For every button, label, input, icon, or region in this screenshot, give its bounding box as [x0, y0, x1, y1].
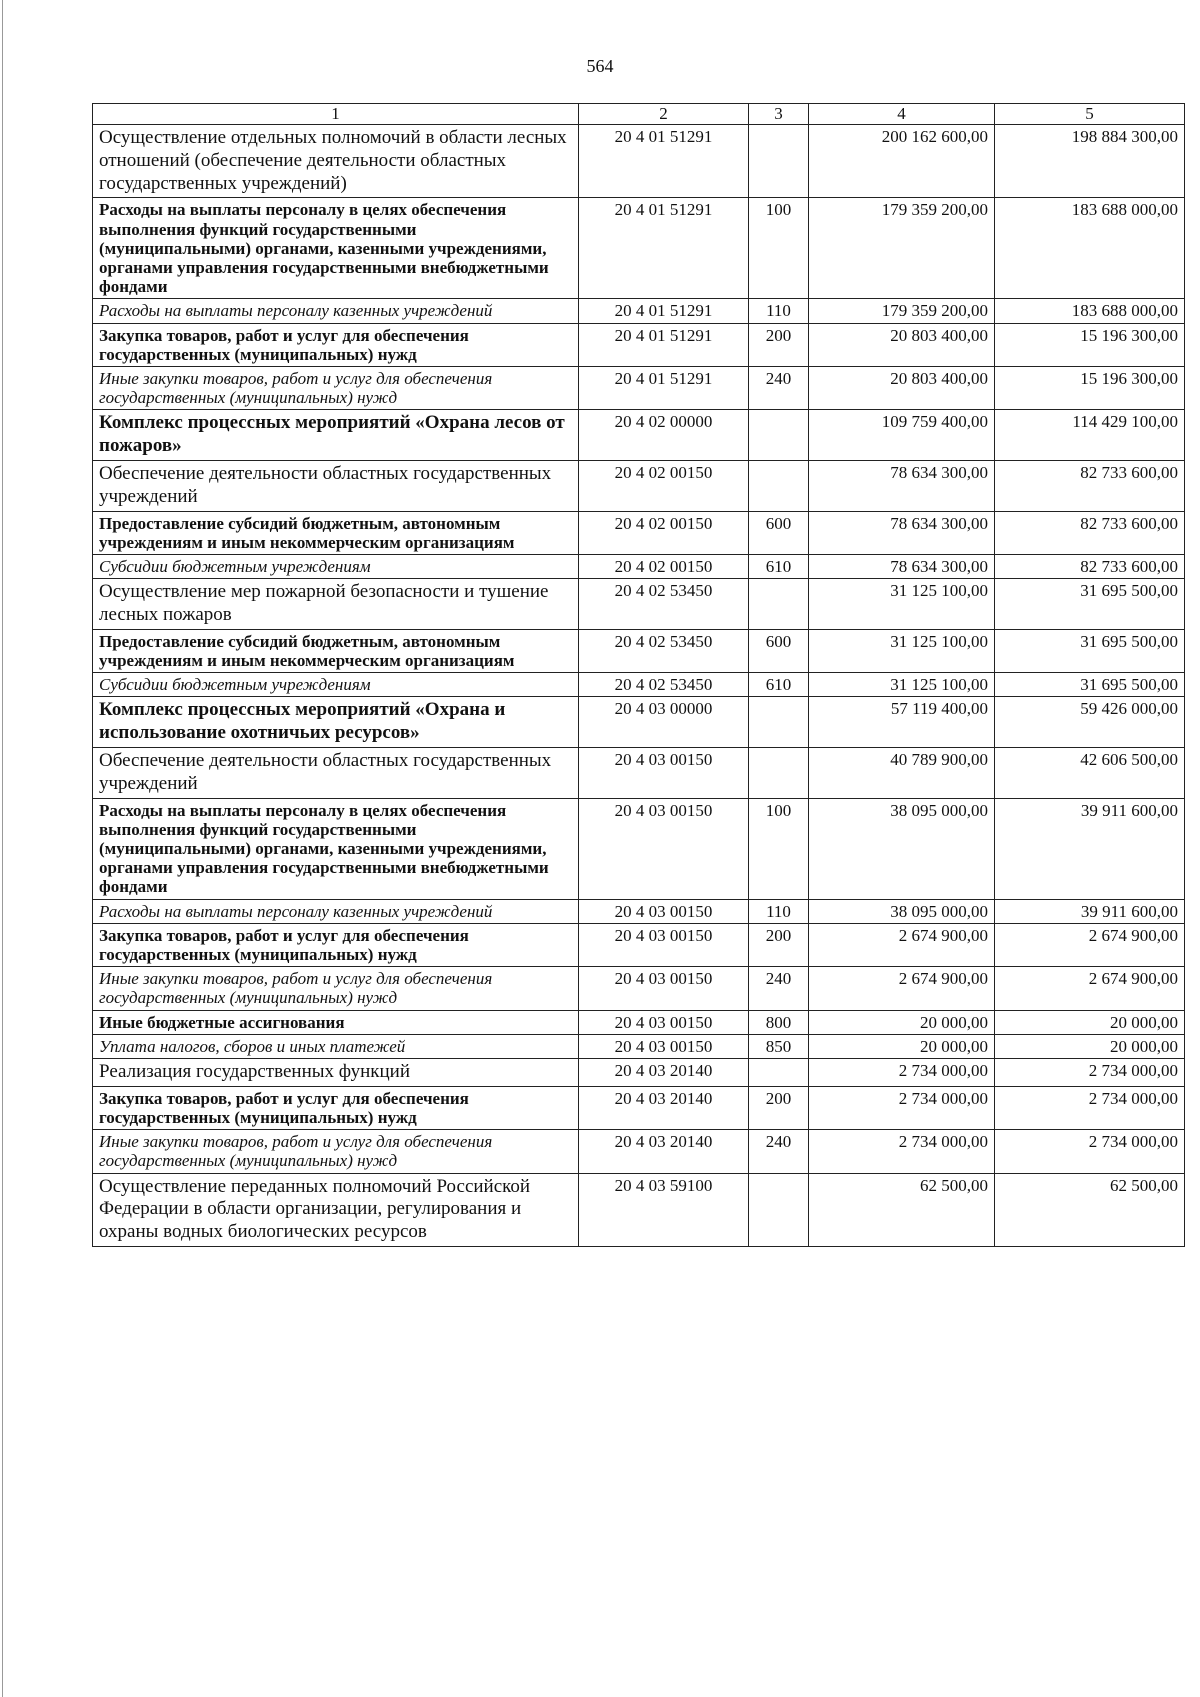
row-amount-1-cell: 62 500,00: [809, 1173, 995, 1246]
table-row: [93, 1034, 1185, 1058]
row-expense-type-cell: 110: [749, 299, 809, 323]
table-row: [93, 1130, 1185, 1173]
row-name-cell: Иные закупки товаров, работ и услуг для обеспечения государственных (муниципальных) нужд: [93, 967, 579, 1010]
row-code-cell: 20 4 01 51291: [579, 367, 749, 410]
row-code-cell: 20 4 01 51291: [579, 299, 749, 323]
table-row: [93, 511, 1185, 554]
row-amount-2-cell: 15 196 300,00: [995, 367, 1185, 410]
row-amount-2-cell: 31 695 500,00: [995, 629, 1185, 672]
table-row: [93, 461, 1185, 512]
row-amount-1-cell: 38 095 000,00: [809, 798, 995, 899]
row-amount-2-cell: 2 734 000,00: [995, 1059, 1185, 1087]
row-expense-type-cell: 200: [749, 1086, 809, 1129]
table-row: [93, 410, 1185, 461]
row-code-cell: 20 4 02 00150: [579, 555, 749, 579]
row-amount-2-cell: 20 000,00: [995, 1010, 1185, 1034]
row-code-cell: 20 4 03 00150: [579, 967, 749, 1010]
row-amount-1-cell: 200 162 600,00: [809, 125, 995, 198]
row-name-cell: Осуществление мер пожарной безопасности и тушение лесных пожаров: [93, 579, 579, 630]
table-row: [93, 323, 1185, 366]
row-amount-2-cell: 42 606 500,00: [995, 748, 1185, 799]
row-name-cell: Обеспечение деятельности областных государственных учреждений: [93, 748, 579, 799]
row-amount-2-cell: 82 733 600,00: [995, 555, 1185, 579]
row-amount-2-cell: 59 426 000,00: [995, 697, 1185, 748]
row-code-cell: 20 4 02 00000: [579, 410, 749, 461]
column-header-4: 4: [809, 104, 995, 125]
row-expense-type-cell: [749, 410, 809, 461]
row-amount-2-cell: 2 734 000,00: [995, 1086, 1185, 1129]
row-code-cell: 20 4 03 20140: [579, 1059, 749, 1087]
row-code-cell: 20 4 01 51291: [579, 323, 749, 366]
row-expense-type-cell: [749, 1173, 809, 1246]
row-code-cell: 20 4 03 00150: [579, 1034, 749, 1058]
row-expense-type-cell: [749, 697, 809, 748]
row-amount-1-cell: 31 125 100,00: [809, 673, 995, 697]
row-amount-1-cell: 20 803 400,00: [809, 367, 995, 410]
table-row: [93, 967, 1185, 1010]
row-code-cell: 20 4 03 00150: [579, 798, 749, 899]
table-row: [93, 1059, 1185, 1087]
row-expense-type-cell: 100: [749, 798, 809, 899]
row-code-cell: 20 4 01 51291: [579, 198, 749, 299]
row-amount-1-cell: 109 759 400,00: [809, 410, 995, 461]
row-name-cell: Комплекс процессных мероприятий «Охрана лесов от пожаров»: [93, 410, 579, 461]
row-code-cell: 20 4 02 00150: [579, 461, 749, 512]
table-row: [93, 579, 1185, 630]
row-name-cell: Закупка товаров, работ и услуг для обеспечения государственных (муниципальных) нужд: [93, 323, 579, 366]
table-row: [93, 555, 1185, 579]
table-row: [93, 748, 1185, 799]
row-amount-2-cell: 2 674 900,00: [995, 923, 1185, 966]
row-expense-type-cell: 610: [749, 555, 809, 579]
row-code-cell: 20 4 03 00150: [579, 1010, 749, 1034]
row-amount-1-cell: 78 634 300,00: [809, 511, 995, 554]
row-amount-1-cell: 20 803 400,00: [809, 323, 995, 366]
row-name-cell: Уплата налогов, сборов и иных платежей: [93, 1034, 579, 1058]
row-amount-2-cell: 39 911 600,00: [995, 798, 1185, 899]
row-name-cell: Расходы на выплаты персоналу казенных учреждений: [93, 299, 579, 323]
row-expense-type-cell: 110: [749, 899, 809, 923]
row-amount-2-cell: 20 000,00: [995, 1034, 1185, 1058]
row-code-cell: 20 4 03 00150: [579, 923, 749, 966]
row-expense-type-cell: 610: [749, 673, 809, 697]
row-amount-2-cell: 31 695 500,00: [995, 673, 1185, 697]
row-code-cell: 20 4 03 20140: [579, 1086, 749, 1129]
table-row: [93, 1086, 1185, 1129]
row-code-cell: 20 4 03 00150: [579, 748, 749, 799]
table-row: [93, 299, 1185, 323]
row-name-cell: Комплекс процессных мероприятий «Охрана и использование охотничьих ресурсов»: [93, 697, 579, 748]
row-code-cell: 20 4 02 53450: [579, 629, 749, 672]
row-amount-2-cell: 183 688 000,00: [995, 299, 1185, 323]
row-code-cell: 20 4 02 53450: [579, 579, 749, 630]
row-expense-type-cell: [749, 748, 809, 799]
row-name-cell: Иные закупки товаров, работ и услуг для обеспечения государственных (муниципальных) нужд: [93, 1130, 579, 1173]
row-amount-1-cell: 2 734 000,00: [809, 1059, 995, 1087]
column-header-5: 5: [995, 104, 1185, 125]
row-amount-1-cell: 78 634 300,00: [809, 555, 995, 579]
row-expense-type-cell: 850: [749, 1034, 809, 1058]
row-code-cell: 20 4 01 51291: [579, 125, 749, 198]
row-code-cell: 20 4 02 00150: [579, 511, 749, 554]
row-code-cell: 20 4 03 59100: [579, 1173, 749, 1246]
row-expense-type-cell: 100: [749, 198, 809, 299]
row-expense-type-cell: 240: [749, 967, 809, 1010]
row-name-cell: Предоставление субсидий бюджетным, автономным учреждениям и иным некоммерческим организациям: [93, 629, 579, 672]
row-name-cell: Субсидии бюджетным учреждениям: [93, 673, 579, 697]
row-amount-2-cell: 39 911 600,00: [995, 899, 1185, 923]
row-amount-2-cell: 114 429 100,00: [995, 410, 1185, 461]
table-row: [93, 198, 1185, 299]
row-name-cell: Предоставление субсидий бюджетным, автономным учреждениям и иным некоммерческим организациям: [93, 511, 579, 554]
row-amount-1-cell: 40 789 900,00: [809, 748, 995, 799]
header-row: [93, 104, 1185, 125]
column-header-2: 2: [579, 104, 749, 125]
row-name-cell: Обеспечение деятельности областных государственных учреждений: [93, 461, 579, 512]
row-expense-type-cell: 240: [749, 367, 809, 410]
row-expense-type-cell: 240: [749, 1130, 809, 1173]
row-name-cell: Расходы на выплаты персоналу в целях обеспечения выполнения функций государственными (муниципальными) органами, казенными учреждениями, органами управления государственными внебюджетными фондами: [93, 198, 579, 299]
row-amount-1-cell: 57 119 400,00: [809, 697, 995, 748]
row-code-cell: 20 4 03 00150: [579, 899, 749, 923]
row-amount-2-cell: 62 500,00: [995, 1173, 1185, 1246]
row-amount-1-cell: 2 674 900,00: [809, 923, 995, 966]
page-number: 564: [586, 56, 614, 76]
row-expense-type-cell: 600: [749, 629, 809, 672]
row-amount-1-cell: 2 734 000,00: [809, 1086, 995, 1129]
row-amount-1-cell: 20 000,00: [809, 1034, 995, 1058]
row-expense-type-cell: 200: [749, 323, 809, 366]
row-amount-2-cell: 183 688 000,00: [995, 198, 1185, 299]
table-body: [93, 125, 1185, 1247]
row-amount-2-cell: 15 196 300,00: [995, 323, 1185, 366]
row-amount-1-cell: 2 674 900,00: [809, 967, 995, 1010]
row-amount-1-cell: 78 634 300,00: [809, 461, 995, 512]
row-amount-1-cell: 20 000,00: [809, 1010, 995, 1034]
row-name-cell: Осуществление переданных полномочий Российской Федерации в области организации, регулирования и охраны водных биологических ресурсов: [93, 1173, 579, 1246]
table-row: [93, 1173, 1185, 1246]
row-amount-1-cell: 179 359 200,00: [809, 299, 995, 323]
row-amount-2-cell: 198 884 300,00: [995, 125, 1185, 198]
row-expense-type-cell: 800: [749, 1010, 809, 1034]
row-name-cell: Реализация государственных функций: [93, 1059, 579, 1087]
table-row: [93, 125, 1185, 198]
column-header-1: 1: [93, 104, 579, 125]
row-name-cell: Субсидии бюджетным учреждениям: [93, 555, 579, 579]
row-amount-1-cell: 2 734 000,00: [809, 1130, 995, 1173]
row-name-cell: Закупка товаров, работ и услуг для обеспечения государственных (муниципальных) нужд: [93, 923, 579, 966]
row-expense-type-cell: [749, 125, 809, 198]
row-name-cell: Иные бюджетные ассигнования: [93, 1010, 579, 1034]
row-expense-type-cell: [749, 579, 809, 630]
table-row: [93, 798, 1185, 899]
table-row: [93, 697, 1185, 748]
row-expense-type-cell: 200: [749, 923, 809, 966]
row-name-cell: Расходы на выплаты персоналу казенных учреждений: [93, 899, 579, 923]
row-amount-2-cell: 31 695 500,00: [995, 579, 1185, 630]
row-amount-2-cell: 82 733 600,00: [995, 461, 1185, 512]
row-amount-2-cell: 2 674 900,00: [995, 967, 1185, 1010]
row-name-cell: Осуществление отдельных полномочий в области лесных отношений (обеспечение деятельности областных государственных учреждений): [93, 125, 579, 198]
scan-edge-line: [2, 0, 3, 1697]
row-expense-type-cell: [749, 1059, 809, 1087]
row-amount-1-cell: 31 125 100,00: [809, 629, 995, 672]
row-amount-1-cell: 179 359 200,00: [809, 198, 995, 299]
table-row: [93, 673, 1185, 697]
row-expense-type-cell: 600: [749, 511, 809, 554]
row-name-cell: Закупка товаров, работ и услуг для обеспечения государственных (муниципальных) нужд: [93, 1086, 579, 1129]
table-row: [93, 899, 1185, 923]
row-amount-1-cell: 38 095 000,00: [809, 899, 995, 923]
row-name-cell: Расходы на выплаты персоналу в целях обеспечения выполнения функций государственными (муниципальными) органами, казенными учреждениями, органами управления государственными внебюджетными фондами: [93, 798, 579, 899]
table-row: [93, 367, 1185, 410]
row-code-cell: 20 4 02 53450: [579, 673, 749, 697]
table-row: [93, 1010, 1185, 1034]
row-name-cell: Иные закупки товаров, работ и услуг для обеспечения государственных (муниципальных) нужд: [93, 367, 579, 410]
row-code-cell: 20 4 03 00000: [579, 697, 749, 748]
row-code-cell: 20 4 03 20140: [579, 1130, 749, 1173]
row-amount-2-cell: 82 733 600,00: [995, 511, 1185, 554]
table-row: [93, 629, 1185, 672]
row-amount-2-cell: 2 734 000,00: [995, 1130, 1185, 1173]
table-row: [93, 923, 1185, 966]
row-amount-1-cell: 31 125 100,00: [809, 579, 995, 630]
row-expense-type-cell: [749, 461, 809, 512]
column-header-3: 3: [749, 104, 809, 125]
budget-table: [92, 103, 1185, 1247]
table-header: [93, 104, 1185, 125]
